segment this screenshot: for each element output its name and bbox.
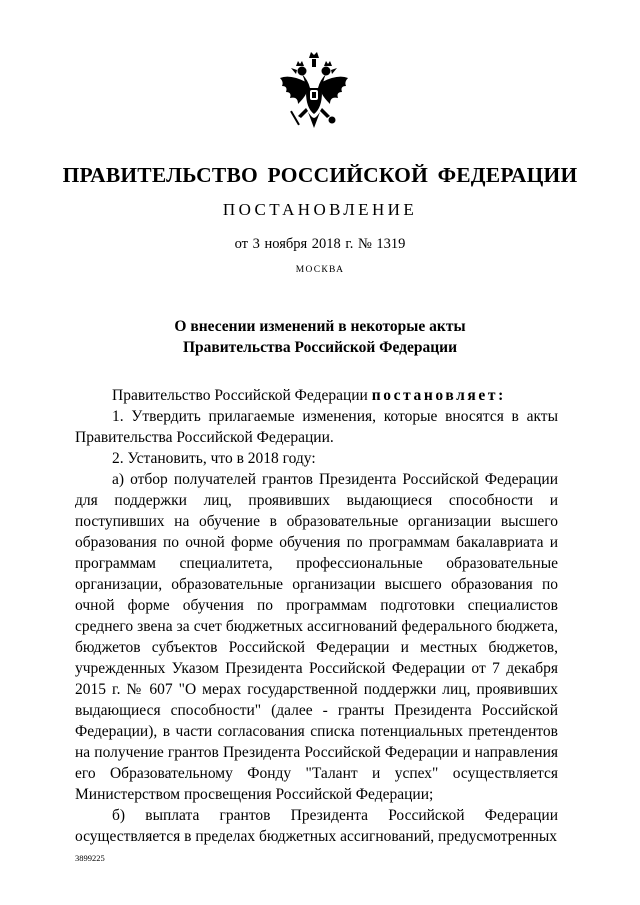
document-subject	[100, 316, 540, 358]
document-body	[75, 385, 558, 847]
document-type: ПОСТАНОВЛЕНИЕ	[222, 200, 418, 219]
paragraph-2a: а) отбор получателей грантов Президента Российской Федерации для поддержки лиц, проявивших выдающиеся способности и поступивших на обучение в образовательные организации высшего образования по очной форме обучения по программам бакалавриата и программам специалитета, профессиональные образовательные организации, образовательные организации высшего образования по очной форме обучения по программам подготовки специалистов среднего звена за счет бюджетных ассигнований федерального бюджета, бюджетов субъектов Российской Федерации и местных бюджетов, учрежденных Указом Президента Российской Федерации от 7 декабря 2015 г. № 607 "О мерах государственной поддержки лиц, проявивших выдающиеся способности" (далее - гранты Президента Российской Федерации), в части согласования списка потенциальных претендентов на получение грантов Президента Российской Федерации и направления его Образовательному Фонду "Талант и успех" осуществляется Министерством просвещения Российской Федерации;	[75, 471, 558, 803]
document-code: 3899225	[75, 853, 105, 863]
preamble-paragraph	[75, 385, 558, 406]
subject-line-1: О внесении изменений в некоторые акты	[174, 318, 466, 335]
preamble-text: Правительство Российской Федерации	[112, 387, 372, 404]
government-title: ПРАВИТЕЛЬСТВО РОССИЙСКОЙ ФЕДЕРАЦИИ	[62, 163, 578, 187]
paragraph-2: 2. Установить, что в 2018 году:	[112, 450, 316, 467]
document-date-number: от 3 ноября 2018 г. № 1319	[234, 236, 406, 252]
paragraph-1: 1. Утвердить прилагаемые изменения, которые вносятся в акты Правительства Российской Федерации.	[75, 408, 558, 446]
document-city: МОСКВА	[295, 265, 345, 275]
state-emblem-icon	[272, 48, 356, 140]
paragraph-2b: б) выплата грантов Президента Российской Федерации осуществляется в пределах бюджетных ассигнований, предусмотренных	[75, 807, 558, 845]
subject-line-2: Правительства Российской Федерации	[182, 339, 458, 356]
resolves-word: постановляет:	[371, 387, 506, 404]
